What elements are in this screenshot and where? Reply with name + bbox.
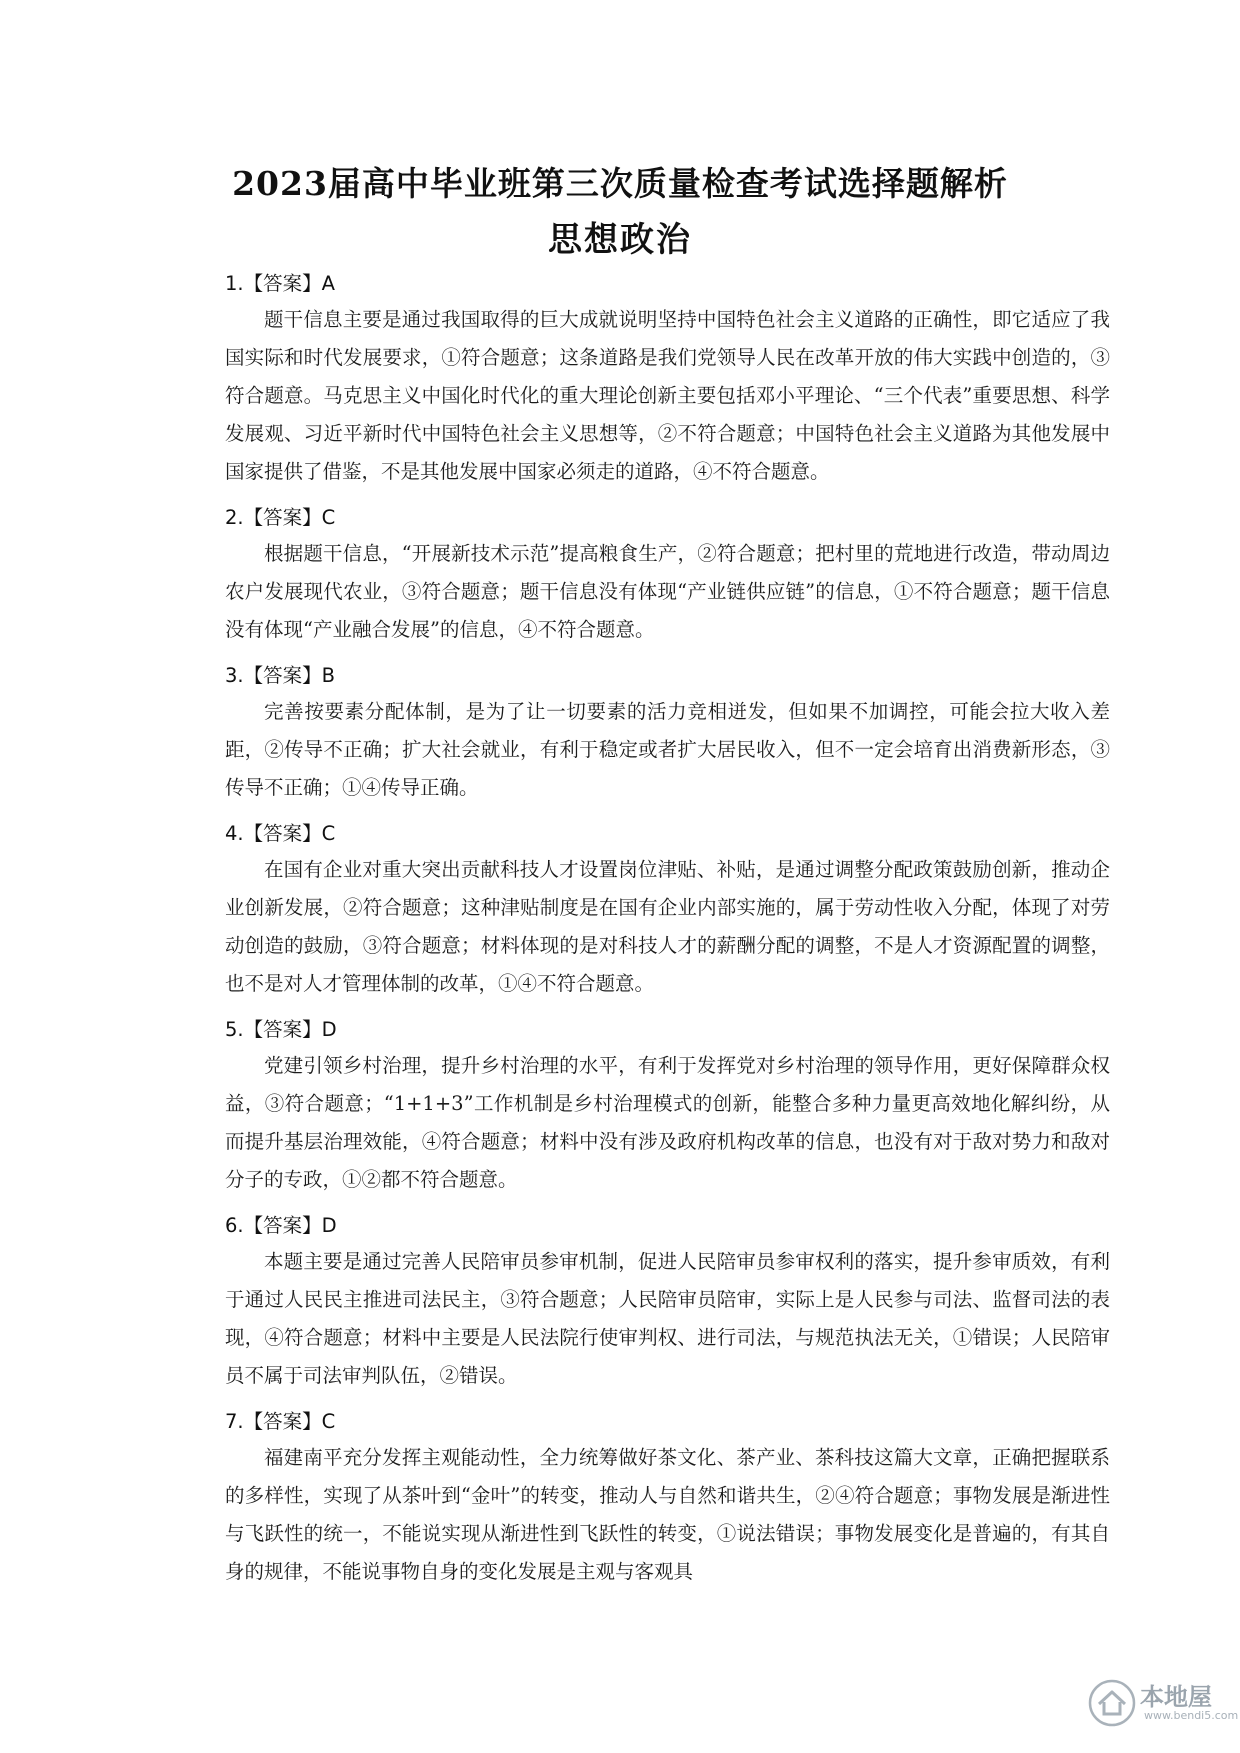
question-number: 1. <box>225 272 244 295</box>
document-title: 2023届高中毕业班第三次质量检查考试选择题解析 <box>232 164 1008 203</box>
question-4 <box>225 817 1110 1003</box>
question-1 <box>225 267 1110 491</box>
question-header <box>225 659 1110 693</box>
question-analysis: 题干信息主要是通过我国取得的巨大成就说明坚持中国特色社会主义道路的正确性，即它适应了我国实际和时代发展要求，①符合题意；这条道路是我们党领导人民在改革开放的伟大实践中创造的，③符合题意。马克思主义中国化时代化的重大理论创新主要包括邓小平理论、“三个代表”重要思想、科学发展观、习近平新时代中国特色社会主义思想等，②不符合题意；中国特色社会主义道路为其他发展中国家提供了借鉴，不是其他发展中国家必须走的道路，④不符合题意。 <box>225 308 1110 483</box>
site-watermark <box>1088 1675 1239 1735</box>
subject-title: 思想政治 <box>548 220 692 260</box>
question-number: 5. <box>225 1018 244 1041</box>
question-2 <box>225 501 1110 649</box>
question-header <box>225 1013 1110 1047</box>
answer-label: 【答案】 <box>243 1410 322 1433</box>
answer-value: C <box>321 1410 336 1433</box>
question-analysis: 在国有企业对重大突出贡献科技人才设置岗位津贴、补贴，是通过调整分配政策鼓励创新，推动企业创新发展，②符合题意；这种津贴制度是在国有企业内部实施的，属于劳动性收入分配，体现了对劳动创造的鼓励，③符合题意；材料体现的是对科技人才的薪酬分配的调整，不是人才资源配置的调整，也不是对人才管理体制的改革，①④不符合题意。 <box>225 858 1110 995</box>
question-analysis: 本题主要是通过完善人民陪审员参审机制，促进人民陪审员参审权利的落实，提升参审质效，有利于通过人民民主推进司法民主，③符合题意；人民陪审员陪审，实际上是人民参与司法、监督司法的表现，④符合题意；材料中主要是人民法院行使审判权、进行司法，与规范执法无关，①错误；人民陪审员不属于司法审判队伍，②错误。 <box>225 1250 1110 1387</box>
question-7 <box>225 1405 1110 1591</box>
answer-label: 【答案】 <box>243 822 322 845</box>
question-analysis: 福建南平充分发挥主观能动性，全力统筹做好茶文化、茶产业、茶科技这篇大文章，正确把握联系的多样性，实现了从茶叶到“金叶”的转变，推动人与自然和谐共生，②④符合题意；事物发展是渐进性与飞跃性的统一，不能说实现从渐进性到飞跃性的转变，①说法错误；事物发展变化是普遍的，有其自身的规律，不能说事物自身的变化发展是主观与客观具 <box>225 1446 1110 1583</box>
question-number: 4. <box>225 822 244 845</box>
answer-value: C <box>321 822 336 845</box>
answer-value: B <box>321 664 336 687</box>
question-6 <box>225 1209 1110 1395</box>
answer-label: 【答案】 <box>243 664 322 687</box>
answer-value: C <box>321 506 336 529</box>
answer-label: 【答案】 <box>243 506 322 529</box>
question-header <box>225 817 1110 851</box>
answer-label: 【答案】 <box>243 1214 322 1237</box>
question-analysis: 完善按要素分配体制，是为了让一切要素的活力竞相迸发，但如果不加调控，可能会拉大收入差距，②传导不正确；扩大社会就业，有利于稳定或者扩大居民收入，但不一定会培育出消费新形态，③传导不正确；①④传导正确。 <box>225 700 1110 799</box>
question-number: 2. <box>225 506 244 529</box>
question-header <box>225 1405 1110 1439</box>
answer-value: D <box>321 1018 337 1041</box>
answer-value: A <box>321 272 335 295</box>
answer-list <box>225 267 1110 1601</box>
question-analysis: 根据题干信息，“开展新技术示范”提高粮食生产，②符合题意；把村里的荒地进行改造，带动周边农户发展现代农业，③符合题意；题干信息没有体现“产业链供应链”的信息，①不符合题意；题干信息没有体现“产业融合发展”的信息，④不符合题意。 <box>225 542 1110 641</box>
question-header <box>225 267 1110 301</box>
question-header <box>225 1209 1110 1243</box>
question-analysis: 党建引领乡村治理，提升乡村治理的水平，有利于发挥党对乡村治理的领导作用，更好保障群众权益，③符合题意；“1+1+3”工作机制是乡村治理模式的创新，能整合多种力量更高效地化解纠纷，从而提升基层治理效能，④符合题意；材料中没有涉及政府机构改革的信息，也没有对于敌对势力和敌对分子的专政，①②都不符合题意。 <box>225 1054 1110 1191</box>
watermark-name: 本地屋 <box>1140 1683 1212 1711</box>
question-3 <box>225 659 1110 807</box>
house-logo-icon <box>1088 1679 1136 1727</box>
answer-value: D <box>321 1214 337 1237</box>
question-number: 6. <box>225 1214 244 1237</box>
watermark-url: www.bendi5.com <box>1144 1709 1239 1722</box>
question-header <box>225 501 1110 535</box>
question-number: 7. <box>225 1410 244 1433</box>
question-number: 3. <box>225 664 244 687</box>
answer-label: 【答案】 <box>243 272 322 295</box>
question-5 <box>225 1013 1110 1199</box>
answer-label: 【答案】 <box>243 1018 322 1041</box>
